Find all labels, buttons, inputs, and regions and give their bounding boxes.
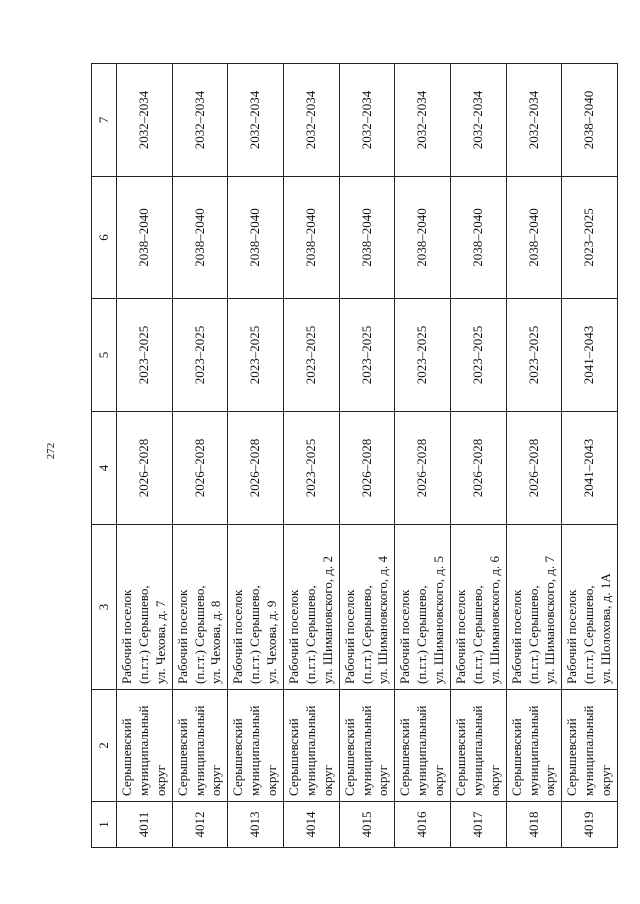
address-cell-line: Рабочий поселок (508, 589, 524, 684)
address-cell-line: ул. Шимановского, д. 4 (375, 556, 391, 684)
district-cell (339, 690, 395, 802)
district-cell (506, 690, 562, 802)
district-cell (172, 690, 228, 802)
table-row (228, 64, 284, 848)
period-cell-4 (228, 412, 284, 525)
period-cell-6-line: 2038–2040 (191, 208, 207, 267)
district-cell (284, 690, 340, 802)
row-number-line: 4012 (191, 811, 207, 838)
address-cell-line: (п.г.т.) Серышево, (191, 585, 207, 684)
period-cell-7-line: 2032–2034 (358, 90, 374, 150)
table-row (506, 64, 562, 848)
district-cell-line: Серышевский (230, 718, 246, 796)
address-cell-line: Рабочий поселок (397, 589, 413, 684)
row-number-line: 4019 (581, 811, 597, 838)
period-cell-5 (228, 299, 284, 412)
schedule-table (91, 63, 618, 848)
district-cell (451, 690, 507, 802)
period-cell-5-line: 2023–2025 (247, 325, 263, 385)
period-cell-7-line: 2032–2034 (469, 90, 485, 150)
period-cell-7 (506, 64, 562, 177)
period-cell-6-line: 2038–2040 (525, 208, 541, 267)
period-cell-5-line: 2023–2025 (191, 325, 207, 385)
period-cell-4 (284, 412, 340, 525)
period-cell-5 (395, 299, 451, 412)
period-cell-6 (117, 177, 173, 299)
period-cell-5 (506, 299, 562, 412)
row-number-line: 4018 (525, 811, 541, 838)
row-number (395, 802, 451, 848)
header-cell: 1 (92, 802, 117, 848)
address-cell-line: (п.г.т.) Серышево, (469, 585, 485, 684)
district-cell-line: муниципальный (302, 705, 318, 796)
period-cell-5-line: 2023–2025 (525, 325, 541, 385)
period-cell-6 (562, 177, 618, 299)
row-number-line: 4015 (358, 811, 374, 838)
district-cell-line: округ (431, 765, 447, 796)
period-cell-6-line: 2038–2040 (135, 208, 151, 267)
rotated-table-container (91, 64, 614, 848)
address-cell (339, 525, 395, 690)
district-cell-line: округ (152, 765, 168, 796)
header-cell: 6 (92, 177, 117, 299)
address-cell-line: Рабочий поселок (286, 589, 302, 684)
period-cell-7 (562, 64, 618, 177)
period-cell-6-line: 2038–2040 (247, 208, 263, 267)
district-cell-line: Серышевский (286, 718, 302, 796)
district-cell-line: округ (264, 765, 280, 796)
district-cell-line: округ (486, 765, 502, 796)
row-number (451, 802, 507, 848)
period-cell-6-line: 2038–2040 (469, 208, 485, 267)
table-row (395, 64, 451, 848)
address-cell (228, 525, 284, 690)
row-number (228, 802, 284, 848)
district-cell-line: муниципальный (191, 705, 207, 796)
period-cell-5 (451, 299, 507, 412)
row-number-line: 4016 (414, 811, 430, 838)
district-cell-line: Серышевский (119, 718, 134, 796)
period-cell-7 (395, 64, 451, 177)
period-cell-7 (284, 64, 340, 177)
district-cell-line: Серышевский (508, 718, 524, 796)
period-cell-5 (562, 299, 618, 412)
period-cell-6 (395, 177, 451, 299)
district-cell-line: муниципальный (525, 705, 541, 796)
header-cell: 3 (92, 525, 117, 690)
district-cell-line: муниципальный (135, 705, 151, 796)
address-cell-line: Рабочий поселок (564, 589, 580, 684)
address-cell (117, 525, 173, 690)
period-cell-6 (284, 177, 340, 299)
address-cell-line: ул. Шимановского, д. 5 (431, 556, 447, 684)
header-row (92, 64, 117, 848)
address-cell-line: (п.г.т.) Серышево, (581, 585, 597, 684)
period-cell-4 (562, 412, 618, 525)
row-number-line: 4017 (469, 811, 485, 838)
address-cell-line: ул. Чехова, д. 7 (152, 600, 168, 684)
district-cell (228, 690, 284, 802)
table-row (562, 64, 618, 848)
period-cell-4-line: 2026–2028 (247, 438, 263, 498)
period-cell-4-line: 2026–2028 (358, 438, 374, 498)
address-cell-line: Рабочий поселок (174, 589, 190, 684)
header-cell: 4 (92, 412, 117, 525)
district-cell-line: Серышевский (397, 718, 413, 796)
district-cell-line: Серышевский (564, 718, 580, 796)
period-cell-4 (339, 412, 395, 525)
address-cell-line: ул. Шимановского, д. 6 (486, 556, 502, 684)
address-cell (506, 525, 562, 690)
district-cell (562, 690, 618, 802)
period-cell-5 (172, 299, 228, 412)
period-cell-7 (117, 64, 173, 177)
period-cell-7-line: 2032–2034 (247, 90, 263, 150)
period-cell-6-line: 2023–2025 (581, 208, 597, 267)
row-number (284, 802, 340, 848)
table-row (284, 64, 340, 848)
header-cell: 7 (92, 64, 117, 177)
district-cell-line: округ (375, 765, 391, 796)
address-cell-line: ул. Шимановского, д. 2 (319, 556, 335, 684)
address-cell (451, 525, 507, 690)
period-cell-7-line: 2032–2034 (525, 90, 541, 150)
period-cell-7-line: 2032–2034 (414, 90, 430, 150)
district-cell-line: Серышевский (341, 718, 357, 796)
row-number (172, 802, 228, 848)
address-cell-line: ул. Чехова, д. 8 (208, 600, 224, 684)
district-cell-line: муниципальный (414, 705, 430, 796)
period-cell-4 (117, 412, 173, 525)
address-cell-line: (п.г.т.) Серышево, (414, 585, 430, 684)
period-cell-5-line: 2023–2025 (414, 325, 430, 385)
row-number-line: 4014 (302, 811, 318, 838)
address-cell-line: Рабочий поселок (453, 589, 469, 684)
row-number (339, 802, 395, 848)
row-number (506, 802, 562, 848)
period-cell-7 (172, 64, 228, 177)
period-cell-6-line: 2038–2040 (358, 208, 374, 267)
table-row (172, 64, 228, 848)
period-cell-5 (117, 299, 173, 412)
period-cell-6-line: 2038–2040 (414, 208, 430, 267)
header-cell: 5 (92, 299, 117, 412)
district-cell (117, 690, 173, 802)
address-cell-line: ул. Шимановского, д. 7 (542, 556, 558, 684)
table-row (339, 64, 395, 848)
period-cell-4-line: 2041–2043 (581, 438, 597, 498)
period-cell-7-line: 2032–2034 (135, 90, 151, 150)
period-cell-7-line: 2032–2034 (191, 90, 207, 150)
period-cell-5 (339, 299, 395, 412)
period-cell-5-line: 2023–2025 (358, 325, 374, 385)
period-cell-4-line: 2026–2028 (191, 438, 207, 498)
district-cell-line: округ (208, 765, 224, 796)
period-cell-6-line: 2038–2040 (302, 208, 318, 267)
period-cell-4 (395, 412, 451, 525)
address-cell (562, 525, 618, 690)
address-cell-line: (п.г.т.) Серышево, (525, 585, 541, 684)
period-cell-7-line: 2038–2040 (581, 90, 597, 150)
address-cell-line: (п.г.т.) Серышево, (247, 585, 263, 684)
address-cell-line: (п.г.т.) Серышево, (358, 585, 374, 684)
period-cell-7-line: 2032–2034 (302, 90, 318, 150)
district-cell (395, 690, 451, 802)
period-cell-4 (451, 412, 507, 525)
period-cell-4 (172, 412, 228, 525)
period-cell-4-line: 2023–2025 (302, 438, 318, 498)
district-cell-line: округ (319, 765, 335, 796)
period-cell-4-line: 2026–2028 (135, 438, 151, 498)
district-cell-line: муниципальный (247, 705, 263, 796)
period-cell-4-line: 2026–2028 (525, 438, 541, 498)
period-cell-4 (506, 412, 562, 525)
period-cell-7 (228, 64, 284, 177)
district-cell-line: Серышевский (453, 718, 469, 796)
district-cell-line: округ (542, 765, 558, 796)
period-cell-6 (451, 177, 507, 299)
table-row (451, 64, 507, 848)
period-cell-5 (284, 299, 340, 412)
page-number: 272 (45, 442, 57, 460)
district-cell-line: муниципальный (469, 705, 485, 796)
period-cell-7 (339, 64, 395, 177)
period-cell-7 (451, 64, 507, 177)
period-cell-6 (506, 177, 562, 299)
address-cell (172, 525, 228, 690)
address-cell-line: Рабочий поселок (341, 589, 357, 684)
row-number (562, 802, 618, 848)
row-number-line: 4013 (247, 811, 263, 838)
table-row (117, 64, 173, 848)
row-number (117, 802, 173, 848)
address-cell-line: (п.г.т.) Серышево, (302, 585, 318, 684)
period-cell-4-line: 2026–2028 (414, 438, 430, 498)
district-cell-line: муниципальный (581, 705, 597, 796)
period-cell-6 (339, 177, 395, 299)
district-cell-line: муниципальный (358, 705, 374, 796)
address-cell-line: Рабочий поселок (119, 589, 134, 684)
row-number-line: 4011 (135, 811, 151, 838)
period-cell-5-line: 2023–2025 (469, 325, 485, 385)
period-cell-5-line: 2023–2025 (135, 325, 151, 385)
address-cell (395, 525, 451, 690)
period-cell-6 (172, 177, 228, 299)
address-cell (284, 525, 340, 690)
district-cell-line: округ (598, 765, 614, 796)
period-cell-5-line: 2023–2025 (302, 325, 318, 385)
period-cell-5-line: 2041–2043 (581, 325, 597, 385)
district-cell-line: Серышевский (174, 718, 190, 796)
address-cell-line: ул. Шолохова, д. 1А (598, 573, 614, 684)
period-cell-6 (228, 177, 284, 299)
address-cell-line: (п.г.т.) Серышево, (135, 585, 151, 684)
header-cell: 2 (92, 690, 117, 802)
address-cell-line: Рабочий поселок (230, 589, 246, 684)
period-cell-4-line: 2026–2028 (469, 438, 485, 498)
address-cell-line: ул. Чехова, д. 9 (264, 600, 280, 684)
